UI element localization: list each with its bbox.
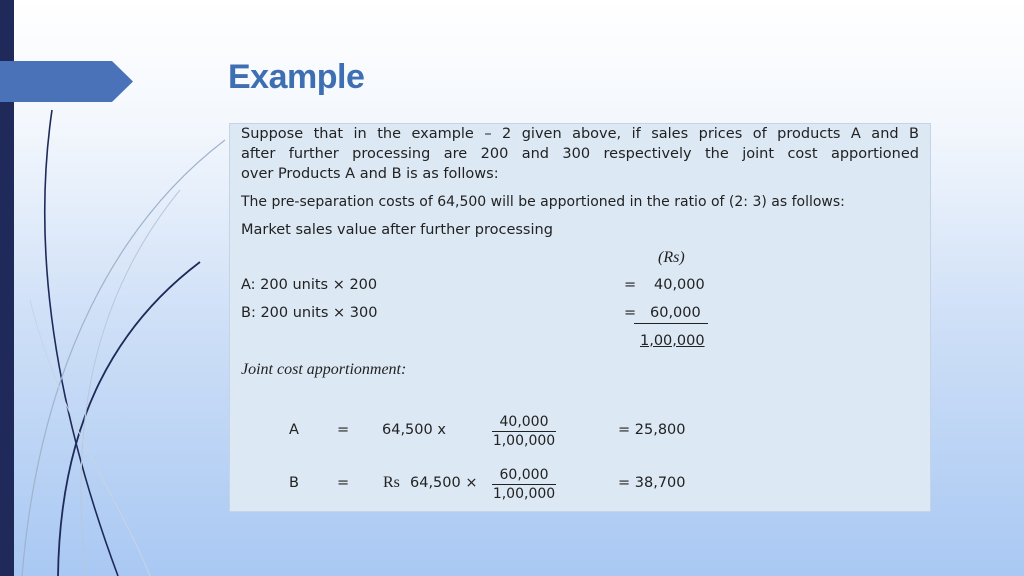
pre-separation-text: The pre-separation costs of 64,500 will be apportioned in the ratio of (2: 3) as follows: <box>241 194 845 210</box>
row-a-equals: = <box>624 277 637 293</box>
apportion-b-equals: = <box>337 475 350 491</box>
apportion-b-denominator: 1,00,000 <box>492 486 556 502</box>
row-b-equals: = <box>624 305 637 321</box>
apportion-b-name: B <box>289 475 299 491</box>
paragraph-line-1: Suppose that in the example – 2 given above, if sales prices of products A and B <box>241 126 919 142</box>
apportion-b-currency: Rs <box>383 474 400 491</box>
joint-heading: Joint cost apportionment: <box>241 361 407 378</box>
apportion-b-numerator: 60,000 <box>499 467 549 483</box>
market-heading: Market sales value after further processing <box>241 222 553 238</box>
apportion-a-name: A <box>289 422 299 438</box>
apportion-b-amount: 64,500 × <box>410 475 478 491</box>
apportion-a-numerator: 40,000 <box>499 414 549 430</box>
paragraph-line-3: over Products A and B is as follows: <box>241 166 499 182</box>
total-value: 1,00,000 <box>640 333 705 349</box>
row-a-label: A: 200 units × 200 <box>241 277 378 293</box>
apportion-a-denominator: 1,00,000 <box>492 433 556 449</box>
currency-header: (Rs) <box>658 249 685 266</box>
apportion-a-result: = 25,800 <box>618 422 686 438</box>
row-b-value: 60,000 <box>650 305 701 321</box>
row-a-value: 40,000 <box>654 277 705 293</box>
slide-title: Example <box>228 58 365 96</box>
apportion-a-amount: 64,500 x <box>382 422 446 438</box>
row-b-label: B: 200 units × 300 <box>241 305 378 321</box>
apportion-a-fraction-bar <box>492 431 556 432</box>
apportion-a-equals: = <box>337 422 350 438</box>
paragraph-line-2: after further processing are 200 and 300 respectively the joint cost apportioned <box>241 146 919 162</box>
content-panel <box>229 123 931 512</box>
apportion-b-fraction-bar <box>492 484 556 485</box>
apportion-b-result: = 38,700 <box>618 475 686 491</box>
subtotal-rule <box>634 323 708 324</box>
title-arrow-shape <box>0 61 133 102</box>
